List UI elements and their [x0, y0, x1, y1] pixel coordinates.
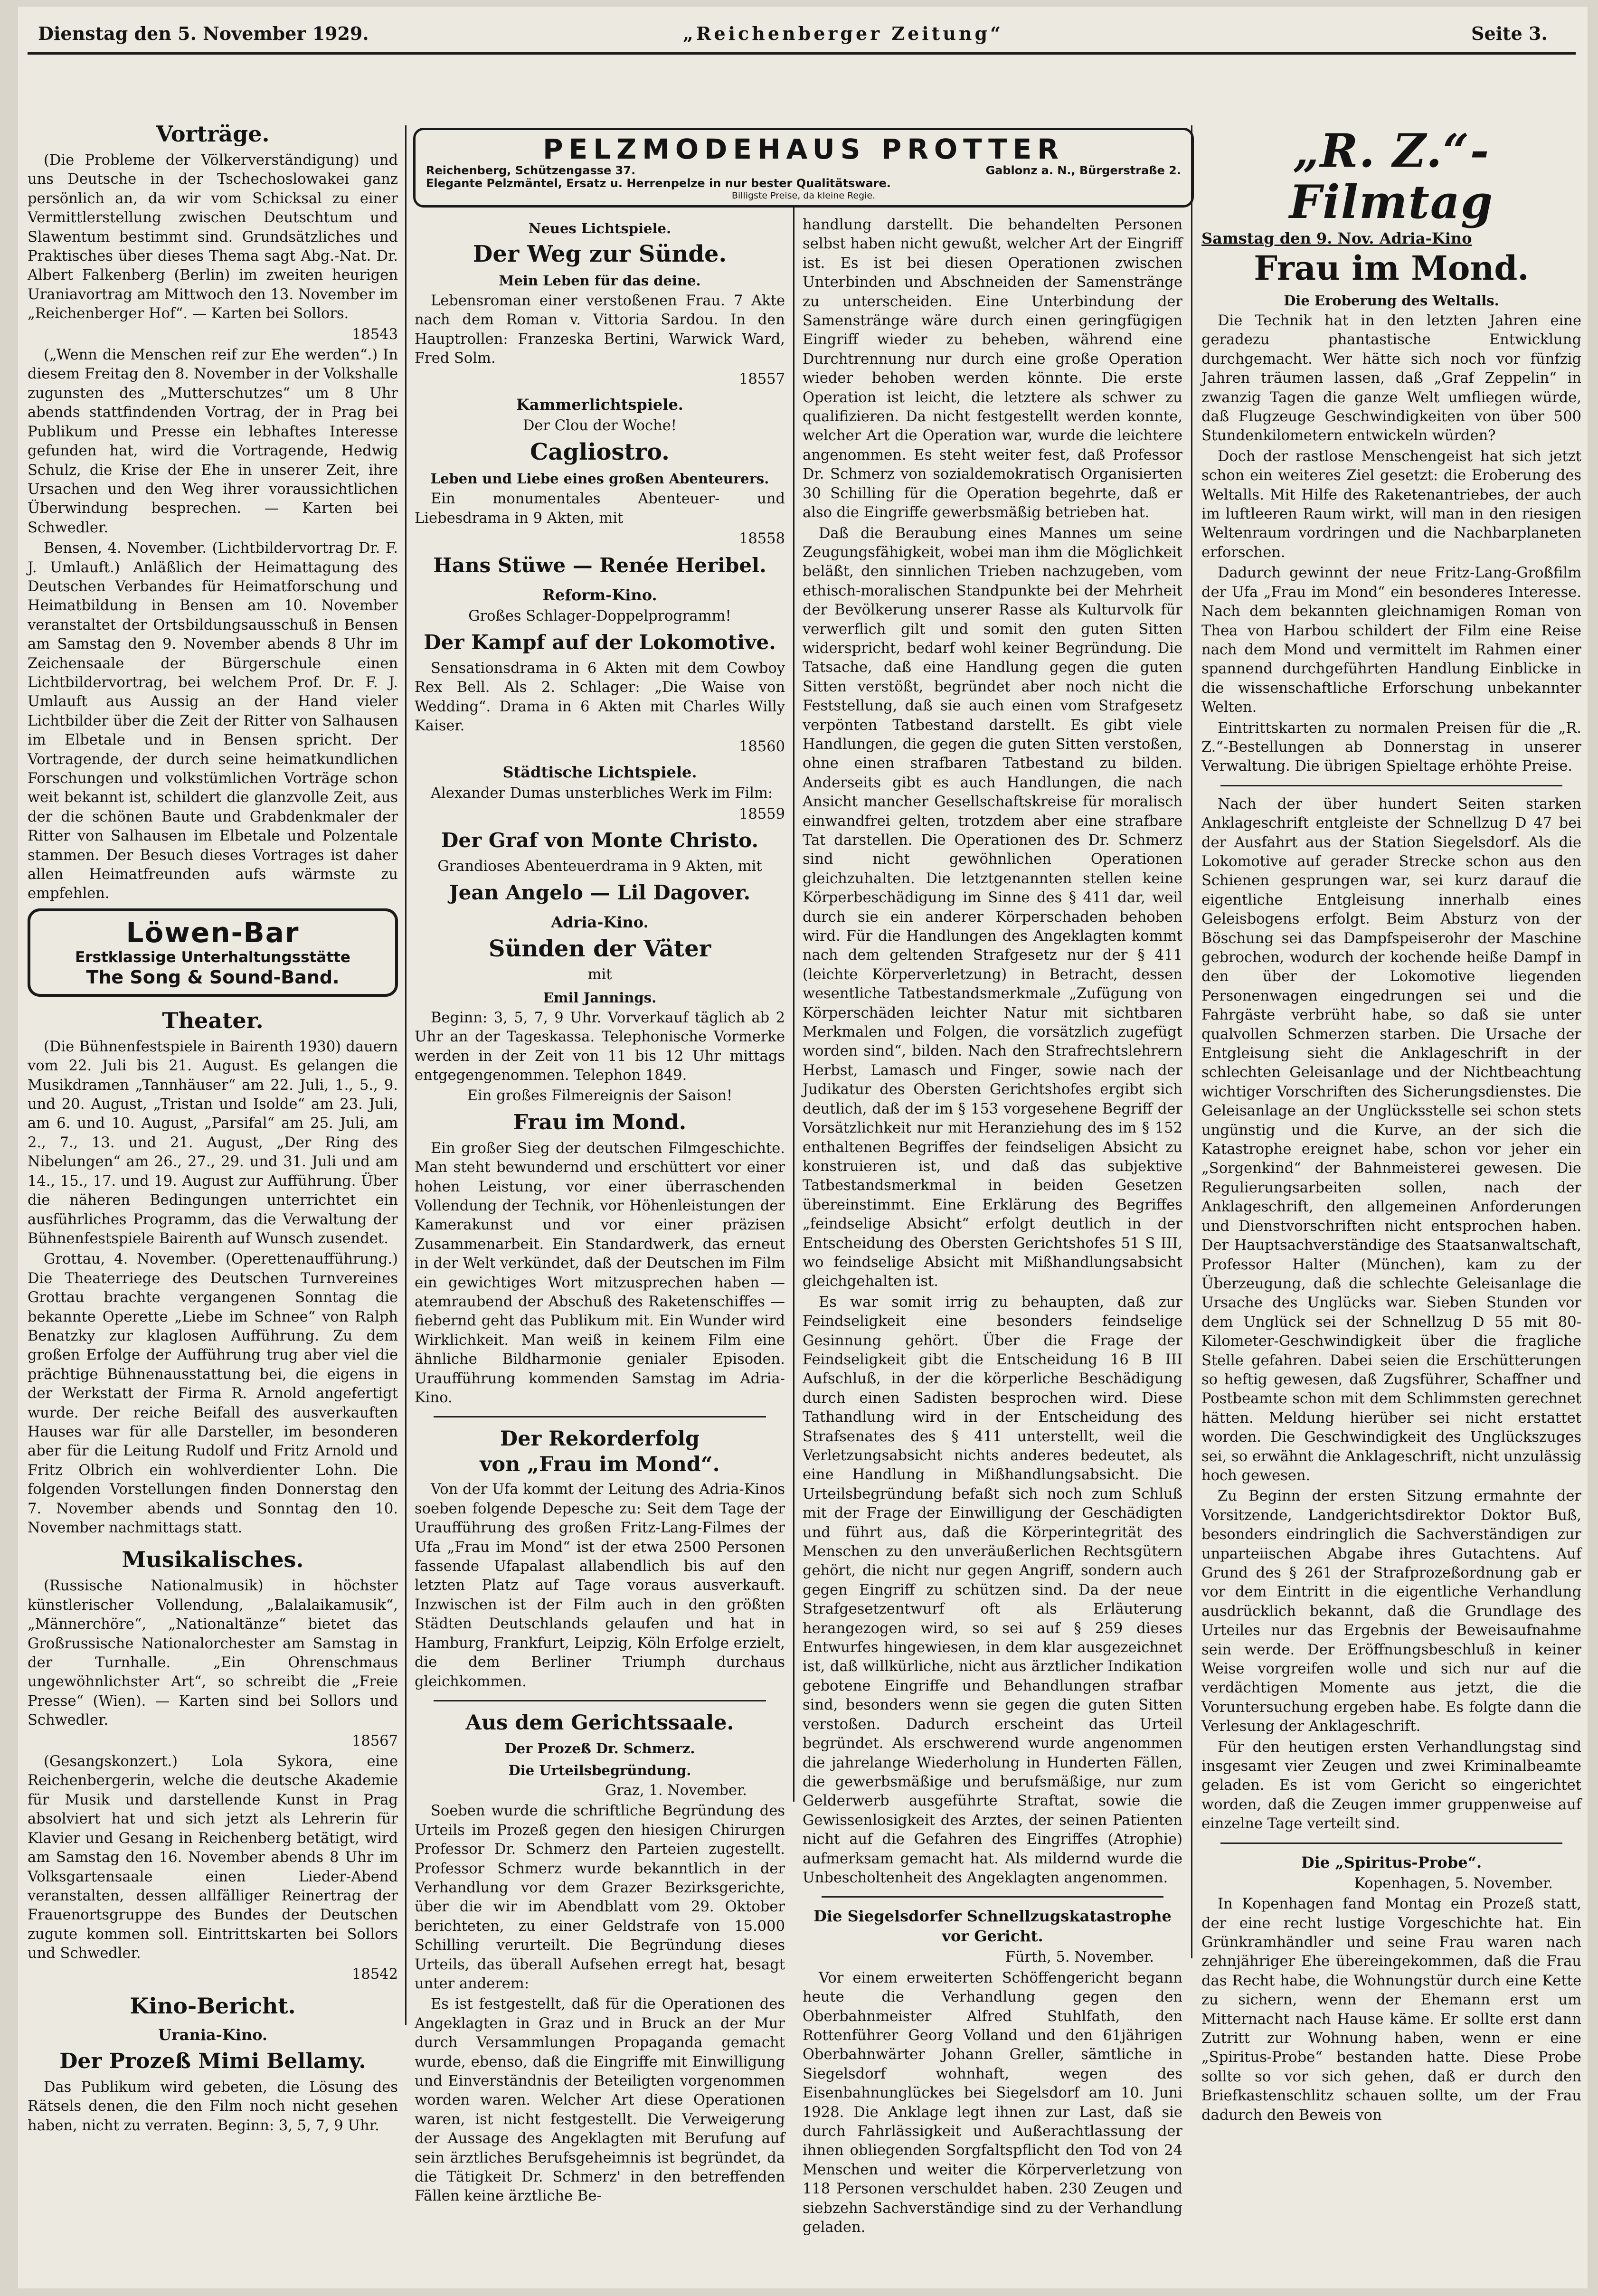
film-title: Sünden der Väter [488, 935, 711, 963]
film-title: Der Weg zur Sünde. [473, 241, 727, 267]
article-paragraph: Eintrittskarten zu normalen Preisen für die „R. Z.“-Bestellungen ab Donnerstag in unserer Verwaltung. Die übrigen Spieltage erhöhte Preise. [1201, 719, 1581, 775]
article-paragraph: Es war somit irrig zu behaupten, daß zur Feindseligkeit eine besonders feindselige Gesinnung gehört. Über die Frage der Feindseligkeit gibt die Entscheidung 16 B III Aufschluß, in der die körperliche Beschädigung durch einen Sadisten besprochen wird. Diese Tathandlung wird in der Entscheidung des Strafsenates des § 411 unterstellt, weil die Verletzungsabsicht nichts anderes bedeutet, als eine Handlung in Mißhandlungsabsicht. Die Urteilsbegründung befaßt sich noch zum Schluß mit der Frage der Einwilligung der Geschädigten und führt aus, daß die Körperintegrität des Menschen zu den unveräußerlichen Rechtsgütern gehört, die nicht nur gegen Angriff, sondern auch gegen Eingriff zu schützen sind. Da der neue Strafgesetzentwurf oft als Erläuterung herangezogen wird, so sei auf § 259 dieses Entwurfes hingewiesen, in dem klar ausgezeichnet ist, daß willkürliche, nicht aus ärztlicher Indikation gebotene Eingriffe und Behandlungen strafbar sind, besonders wenn sie gegen die guten Sitten verstoßen. Dadurch erscheint das Urteil begründet. Als erschwerend wurde angenommen die jahrelange Wiederholung in Hunderten Fällen, die gewerbsmäßige und berufsmäßige, nur zum Gelderwerb ausgeführte Straftat, sowie die Gewissenlosigkeit des Arztes, der seinen Patienten nicht auf die Gefahren des Eingriffes (Atrophie) aufmerksam gemacht hat. Als mildernd wurde die Unbescholtenheit des Angeklagten angenommen. [803, 1294, 1182, 1886]
article-paragraph: Dadurch gewinnt der neue Fritz-Lang-Großfilm der Ufa „Frau im Mond“ ein besonderes Interesse. Nach dem bekannten gleichnamigen Roman von Thea von Harbou schildert der Film eine Reise nach dem Mond und vermittelt im Rahmen einer spannend durchgeführten Handlung Einblicke in die wissenschaftliche Erforschung unbekannter Welten. [1201, 565, 1581, 716]
article-paragraph: Grottau, 4. November. (Operettenaufführung.) Die Theaterriege des Deutschen Turnvereines Grottau brachte vergangenen Sonntag die bekannte Operette „Liebe im Schnee“ von Ralph Benatzky zur klaglosen Aufführung. Zu dem großen Erfolge der Aufführung trug aber viel die prächtige Bühnenausstattung bei, die eigens in der Werkstatt der Firma R. Arnold angefertigt wurde. Der reiche Beifall des ausverkauften Hauses war für alle Darsteller, im besonderen aber für die Leitung Rudolf und Fritz Arnold und Fritz Olbrich ein wohlverdienter Lohn. Die folgenden Vorstellungen finden Donnerstag den 7. November abends und Sonntag den 10. November nachmittags statt. [28, 1251, 398, 1536]
article-paragraph: Es ist festgestellt, daß für die Operationen des Angeklagten in Graz und in Bruck an der Mur durch Versammlungen Propaganda gemacht wurde, ebenso, daß die Eingriffe mit Einwilligung und Einverständnis der Beteiligten vorgenommen worden waren. Welcher Art diese Operationen waren, ist nicht festgestellt. Die Verweigerung der Aussage des Angeklagten mit Berufung auf sein ärztliches Berufsgeheimnis ist begründet, da die Tätigkeit Dr. Schmerz' in den betreffenden Fällen keine ärztliche Be- [415, 1996, 785, 2205]
film-title: Cagliostro. [530, 439, 670, 466]
column-3 [803, 216, 1182, 2236]
film-tagline: Großes Schlager-Doppelprogramm! [468, 607, 731, 624]
ad-band-name: The Song & Sound-Band. [86, 966, 340, 988]
ad-number: 18542 [351, 1965, 398, 1983]
film-tagline: Der Clou der Woche! [522, 417, 677, 435]
article-paragraph: Daß die Beraubung eines Mannes um seine Zeugungsfähigkeit, wobei man ihm die Möglichkeit beläßt, den sinnlichen Trieben nachzugeben, vom ethisch-moralischen Standpunkte bei der Mehrheit der Bevölkerung unserer Rasse als Kulturvolk für verwerflich gilt und somit den guten Sitten widerspricht, bedarf wohl keiner Begründung. Die Tatsache, daß eine Handlung gegen die guten Sitten verstößt, begründet aber noch nicht die Feststellung, daß sie auch einen vom Strafgesetz verpönten Tatbestand darstellt. Es gibt viele Handlungen, die gegen die guten Sitten verstoßen, ohne einen strafbaren Tatbestand zu bilden. Anderseits gibt es auch Handlungen, die nach Ansicht mancher Gesellschaftskreise für moralisch einwandfrei gelten, trotzdem aber eine strafbare Tat darstellen. Die Operationen des Dr. Schmerz sind nicht gewöhnlichen Operationen gleichzuhalten. Die letztgenannten stellen keine Körperbeschädigung im Sinne des § 411 dar, weil durch sie ein anderer Körperschaden behoben wird. Für die Handlungen des Angeklagten kommt nach dem geltenden Strafgesetz nur der § 411 (leichte Körperverletzung) in Betracht, dessen wesentliche Tatbestandsmerkmale „Zufügung von Körperschäden leichter Natur mit sichtbaren Merkmalen und Folgen, die vorsätzlich zugefügt worden sind“, bilden. Nach den Strafrechtslehrern Herbst, Lamasch und Finger, sowie nach der Judikatur des Obersten Gerichtshofes ergibt sich deutlich, daß der im § 153 vorgesehene Begriff der Vorsätzlichkeit nur mit Heranziehung des im § 152 enthaltenen Begriffes der feindseligen Absicht zu konstruieren ist, und daß das subjektive Tatbestandsmerkmal in beiden Gesetzen übereinstimmt. Eine Erklärung des Begriffes „feindselige Absicht“ erfolgt deutlich in der Entscheidung des Obersten Gerichtshofes 51 S III, wo feindselige Absicht mit Mißhandlungsabsicht gleichgehalten ist. [803, 525, 1182, 1290]
ad-number: 18559 [738, 805, 785, 822]
newspaper-page [18, 7, 1588, 2288]
film-tagline: Grandioses Abenteuerdrama in 9 Akten, mit [437, 858, 762, 875]
article-paragraph: handlung darstellt. Die behandelten Personen selbst haben nicht gewußt, welcher Art der Eingriff ist. Es ist bei diesen Operationen zwischen Unterbinden und Abschneiden der Samenstränge zu unterscheiden. Eine Unterbindung der Samenstränge wäre durch einen geringfügigen Eingriff wieder zu beheben, während eine Durchtrennung nur durch eine große Operation wieder behoben werden könnte. Die erste Operation ist leicht, die letztere als schwer zu qualifizieren. Da nicht festgestellt werden konnte, welcher Art die Operation war, wurde die leichtere angenommen. Es steht weiter fest, daß Professor Dr. Schmerz von sozialdemokratisch Organisierten 30 Schilling für die Operation begehrte, daß er also die Eingriffe gewerbsmäßig betrieben hat. [803, 217, 1182, 521]
article-subtitle: Die Eroberung des Weltalls. [1284, 293, 1499, 309]
film-title: Der Graf von Monte Christo. [441, 828, 759, 852]
column-rule [405, 125, 407, 2025]
article-subtitle: Die Urteilsbegründung. [508, 1762, 691, 1778]
article-paragraph: (Gesangskonzert.) Lola Sykora, eine Reichenbergerin, welche die deutsche Akademie für Musik und darstellende Kunst in Prag absolviert hat und sich jetzt als Lehrerin für Klavier und Gesang in Reichenberg betätigt, wird am Samstag den 16. November abends 8 Uhr im Volksgartensaale einen Lieder-Abend veranstalten, dessen allfälliger Reinertrag der Frauenortsgruppe des Bundes der Deutschen zugute kommen soll. Eintrittskarten bei Sollors und Schwedler. [28, 1753, 398, 1962]
film-with: mit [587, 966, 612, 983]
cinema-name: Städtische Lichtspiele. [502, 763, 697, 782]
column-4 [1201, 125, 1581, 2215]
ad-number: 18567 [351, 1732, 398, 1749]
article-dateline: Fürth, 5. November. [1005, 1949, 1154, 1966]
film-title: Frau im Mond. [513, 1110, 687, 1134]
film-actors: Jean Angelo — Lil Dagover. [449, 881, 751, 905]
ad-address-left: Reichenberg, Schützengasse 37. [426, 164, 636, 177]
loewen-bar-ad [28, 908, 398, 997]
column-2 [415, 216, 785, 2210]
ad-address-row [426, 164, 1181, 177]
ad-smallprint: Billigste Preise, da kleine Regie. [731, 190, 876, 201]
film-actors: Hans Stüwe — Renée Heribel. [433, 553, 766, 577]
article-dateline: Graz, 1. November. [605, 1782, 747, 1799]
article-paragraph: („Wenn die Menschen reif zur Ehe werden“.) In diesem Freitag den 8. November in der Volkshalle zugunsten des „Mutterschutzes“ um 8 Uhr abends stattfindenden Vortrag, der in Prag bei Publikum und Presse ein lebhaftes Interesse gefunden hat, wird die Vortragende, Hedwig Schulz, die Krise der Ehe in unserer Zeit, ihre Ursachen und den Weg ihrer voraussichtlichen Überwindung besprechen. — Karten bei Schwedler. [28, 347, 398, 536]
article-paragraph: Das Publikum wird gebeten, die Lösung des Rätsels denen, die den Film noch nicht gesehen haben, nicht zu verraten. Beginn: 3, 5, 7, 9 Uhr. [28, 2079, 398, 2134]
film-description: Beginn: 3, 5, 7, 9 Uhr. Vorverkauf täglich ab 2 Uhr an der Tageskassa. Telephonische Vormerke werden in der Zeit von 11 bis 12 Uhr mittags entgegengenommen. Telephon 1849. [415, 1009, 785, 1084]
filmtag-dateline: Samstag den 9. Nov. Adria-Kino [1201, 229, 1472, 247]
film-description: Alexander Dumas unsterbliches Werk im Film: [431, 785, 773, 802]
film-title: Der Prozeß Mimi Bellamy. [59, 2049, 366, 2073]
article-subtitle: Der Prozeß Dr. Schmerz. [504, 1740, 695, 1757]
section-title-kino: Kino-Bericht. [130, 1993, 296, 2019]
filmtag-masthead: „R. Z.“-Filmtag [1289, 124, 1494, 229]
ad-tagline-row [426, 177, 1181, 190]
column-rule [1191, 125, 1192, 1958]
section-title-vortraege: Vorträge. [156, 121, 270, 147]
separator [1220, 785, 1562, 786]
article-dateline: Kopenhagen, 5. November. [1354, 1875, 1553, 1892]
ad-venue-name: Löwen-Bar [126, 916, 300, 949]
article-paragraph: Vor einem erweiterten Schöffengericht begann heute die Verhandlung gegen den Oberbahnmeister Alfred Stuhlfath, den Rottenführer Georg Volland und den 61jährigen Oberbahnwärter Johann Greller, sämtliche in Siegelsdorf wohnhaft, wegen des Eisenbahnunglückes bei Siegelsdorf am 10. Juni 1928. Die Anklage legt ihnen zur Last, daß sie durch Fahrlässigkeit und Außerachtlassung der ihnen obliegenden Sorgfaltspflicht den Tod von 24 Menschen und weiter die Körperverletzung von 118 Personen verschuldet haben. 230 Zeugen und siebzehn Sachverständige sind zu der Verhandlung geladen. [803, 1969, 1182, 2236]
header-paper-name: „Reichenberger Zeitung“ [683, 23, 1003, 44]
film-title: Frau im Mond. [1254, 248, 1529, 288]
ad-number: 18557 [738, 370, 785, 387]
column-rule [793, 206, 794, 1802]
film-tagline: Leben und Liebe eines großen Abenteurers. [430, 471, 769, 487]
ad-address-right: Gablonz a. N., Bürgerstraße 2. [985, 164, 1181, 177]
cinema-name: Urania-Kino. [158, 2025, 268, 2044]
article-paragraph: Doch der rastlose Menschengeist hat sich jetzt schon ein weiteres Ziel gesetzt: die Eroberung des Weltalls. Mit Hilfe des Raketenantriebes, der auch im luftleeren Raum wirkt, will man in den riesigen Weltenraum vordringen und die Nachbarplaneten erforschen. [1201, 448, 1581, 561]
separator [434, 1700, 766, 1701]
film-description: Lebensroman einer verstoßenen Frau. 7 Akte nach dem Roman v. Vittoria Sardou. In den Hauptrollen: Franzeska Bertini, Warwick Ward, Fred Solm. [415, 293, 785, 367]
film-tagline: Ein großes Filmereignis der Saison! [467, 1087, 733, 1105]
article-title: Der Rekorderfolg [500, 1427, 700, 1451]
article-paragraph: Bensen, 4. November. (Lichtbildervortrag Dr. F. J. Umlauft.) Anläßlich der Heimattagung des Deutschen Verbandes für Heimatforschung und Heimatbildung in Bensen am 10. November veranstaltet der Ortsbildungsausschuß in Bensen am Samstag den 9. November abends 8 Uhr im Zeichensaale der Bürgerschule einen Lichtbildervortrag, bei welchem Prof. Dr. F. J. Umlauft aus Aussig an der Hand vieler Lichtbilder über die Zeit der Ritter von Salhausen im Elbetale und in Bensen spricht. Der Vortragende, der durch seine heimatkundlichen Forschungen und volkstümlichen Vorträge schon weit bekannt ist, schildert die glanzvolle Zeit, aus der die schönen Baute und Grabdenkmaler der Ritter von Salhausen im Elbetale und Polzentale stammen. Der Besuch dieses Vortrages ist daher allen Heimatfreunden aufs wärmste zu empfehlen. [28, 540, 398, 902]
article-paragraph: (Die Bühnenfestspiele in Bairenth 1930) dauern vom 22. Juli bis 21. August. Es gelangen die Musikdramen „Tannhäuser“ am 22. Juli, 1., 5., 9. und 20. August, „Tristan und Isolde“ am 23. Juli, am 6. und 10. August, „Parsifal“ am 25. Juli, am 2., 7., 13. und 21. August, „Der Ring des Nibelungen“ am 26., 27., 29. und 31. Juli und am 14., 15., 17. und 19. August zur Aufführung. Über die näheren Bedingungen unterrichtet ein ausführliches Programm, das die Verwaltung der Bühnenfestspiele Bairenth auf Wunsch zusendet. [28, 1038, 398, 1247]
film-description: Ein großer Sieg der deutschen Filmgeschichte. Man steht bewundernd und erschüttert vor einer hohen Leistung, vor einer überraschenden Vollendung der Technik, vor Höhenleistungen der Kamerakunst und vor einer präzisen Zusammenarbeit. Ein Standardwerk, das erneut in der Welt verkündet, daß der Deutschen im Film ein gewichtiges Wort mitzusprechen haben — atemraubend der Abschuß des Raketenschiffes — fiebernd geht das Publikum mit. Ein Wunder wird Wirklichkeit. Man weiß in keinem Film eine ähnliche Bildharmonie genialer Episoden. Uraufführung kommenden Samstag im Adria-Kino. [415, 1140, 785, 1407]
cinema-name: Neues Lichtspiele. [528, 220, 671, 236]
ad-number: 18543 [351, 326, 398, 343]
cinema-name: Reform-Kino. [542, 586, 657, 604]
article-paragraph: Für den heutigen ersten Verhandlungstag sind insgesamt vier Zeugen und zwei Kriminalbeamte geladen. Es ist vom Gericht so eingerichtet worden, daß die Zeugen immer gruppenweise auf einzelne Tage verteilt sind. [1201, 1739, 1581, 1833]
pelzmodehaus-ad [413, 128, 1194, 208]
section-title-musik: Musikalisches. [122, 1547, 304, 1573]
ad-tagline: Erstklassige Unterhaltungsstätte [75, 948, 350, 966]
article-paragraph: Soeben wurde die schriftliche Begründung des Urteils im Prozeß gegen den hiesigen Chirurgen Professor Dr. Schmerz den Parteien zugestellt. Professor Schmerz wurde bekanntlich in der Verhandlung vor dem Grazer Bezirksgerichte, über die wir im Abendblatt vom 29. Oktober berichteten, zu einer Geldstrafe von 15.000 Schilling verurteilt. Die Begründung dieses Urteils, das überall Aufsehen erregt hat, besagt unter anderem: [415, 1803, 785, 1992]
article-title: Die „Spiritus-Probe“. [1301, 1853, 1482, 1871]
separator [1220, 1842, 1562, 1844]
ad-number: 18558 [738, 530, 785, 548]
article-paragraph: (Russische Nationalmusik) in höchster künstlerischer Vollendung, „Balalaikamusik“, „Männerchöre“, „Nationaltänze“ bietet das Großrussische Nationalorchester am Samstag in der Turnhalle. „Ein Ohrenschmaus ungewöhnlichster Art“, so schreibt die „Freie Presse“ (Wien). — Karten sind bei Sollors und Schwedler. [28, 1578, 398, 1729]
film-description: Ein monumentales Abenteuer- und Liebesdrama in 9 Akten, mit [415, 491, 785, 527]
column-1 [28, 121, 398, 2210]
ad-number: 18560 [738, 738, 785, 755]
film-title: Der Kampf auf der Lokomotive. [424, 631, 776, 654]
article-paragraph: Zu Beginn der ersten Sitzung ermahnte der Vorsitzende, Landgerichtsdirektor Doktor Buß, besonders eindringlich die Sachverständigen zur unparteiischen Abgabe ihres Gutachtens. Auf Grund des § 261 der Strafprozeßordnung gab er vor dem Eintritt in die eigentliche Verhandlung ausdrücklich bekannt, daß die Grundlage des Urteiles nur das Ergebnis der Beweisaufnahme sein werde. Der Eröffnungsbeschluß in keiner Weise vorgreifen wolle und sich nur auf die verdächtigen Momente aus jetzt, die die Voruntersuchung ergeben habe. Es folgte dann die Verlesung der Anklageschrift. [1201, 1488, 1581, 1735]
article-paragraph: (Die Probleme der Völkerverständigung) und uns Deutsche in der Tschechoslowakei ganz persönlich an, da wir vom Schicksal zu einer Vermittlerstellung zwischen Deutschtum und Slawentum bestimmt sind. Grundsätzliches und Praktisches über dieses Thema sagt Abg.-Nat. Dr. Albert Falkenberg (Berlin) im zweiten heurigen Uraniavortrag am Mittwoch den 13. November im „Reichenberger Hof“. — Karten bei Sollors. [28, 152, 398, 322]
film-actor: Emil Jannings. [543, 989, 657, 1006]
ad-company-name: PELZMODEHAUS PROTTER [543, 133, 1064, 165]
section-title-theater: Theater. [162, 1007, 264, 1033]
article-paragraph: Nach der über hundert Seiten starken Anklageschrift entgleiste der Schnellzug D 47 bei der Ausfahrt aus der Station Siegelsdorf. Als die Lokomotive auf gerader Strecke schon aus den Schienen gesprungen war, sei kurz darauf die eigentliche Entgleisung innerhalb eines Geleisbogens erfolgt. Beim Absturz von der Böschung sei das Dampfspeiserohr der Maschine gebrochen, wodurch der kochende heiße Dampf in den über der Lokomotive liegenden Personenwagen eingedrungen sei und die Fahrgäste verbrüht habe, so daß sie unter qualvollen Schmerzen starben. Die Ursache der Entgleisung sieht die Anklageschrift in der schlechten Geleisanlage und der Nichtbeachtung wichtiger Vorschriften des Sicherungsdienstes. Die Geleisanlage an der Unglücksstelle sei schon stets ungünstig und die Kurve, an der sich die Katastrophe ereignet habe, schon vor jeher ein „Sorgenkind“ der Bahnmeisterei gewesen. Die Regulierungsarbeiten sollen, nach der Anklageschrift, den allgemeinen Anforderungen und Dienstvorschriften nicht entsprochen haben. Der Hauptsachverständige des Staatsanwaltschaft, Professor Halter (München), kam zu der Überzeugung, daß die schlechte Geleisanlage die Ursache des Unglücks war. Sieben Stunden vor dem Unglück sei der Schnellzug D 55 mit 80-Kilometer-Geschwindigkeit über die fragliche Stelle gefahren. Dabei seien die Erschütterungen so heftig gewesen, daß Zugsführer, Schaffner und Postbeamte schon mit dem Schlimmsten gerechnet hätten. Meldung hierüber sei nicht erstattet worden. Die Geschwindigkeit des Unglückszuges sei, so erwähnt die Anklageschrift, nicht unzulässig hoch gewesen. [1201, 795, 1581, 1484]
article-title-line2: von „Frau im Mond“. [480, 1453, 720, 1477]
header-rule [28, 52, 1576, 55]
cinema-name: Kammerlichtspiele. [516, 396, 683, 414]
separator [822, 1896, 1163, 1898]
separator [434, 1416, 766, 1417]
film-tagline: Mein Leben für das deine. [499, 273, 701, 289]
article-paragraph: In Kopenhagen fand Montag ein Prozeß statt, der eine recht lustige Vorgeschichte hat. Ein Grünkramhändler und seine Frau waren nach zehnjähriger Ehe übereingekommen, daß die Frau das Recht habe, die Wohnungstür durch eine Kette zu sichern, wenn der Ehemann erst um Mitternacht nach Hause käme. Er sollte erst dann Zutritt zur Wohnung haben, wenn er eine „Spiritus-Probe“ bestanden hatte. Diese Probe sollte so vor sich gehen, daß er durch den Briefkastenschlitz schauen sollte, um der Frau dadurch den Beweis von [1201, 1896, 1581, 2124]
cinema-name: Adria-Kino. [551, 913, 649, 932]
film-description: Sensationsdrama in 6 Akten mit dem Cowboy Rex Bell. Als 2. Schlager: „Die Waise von Wedding“. Drama in 6 Akten mit Charles Willy Kaiser. [415, 660, 785, 735]
article-title: Die Siegelsdorfer Schnellzugskatastrophe vor Gericht. [813, 1907, 1172, 1946]
article-paragraph: Von der Ufa kommt der Leitung des Adria-Kinos soeben folgende Depesche zu: Seit dem Tage der Uraufführung des großen Fritz-Lang-Filmes der Ufa „Frau im Mond“ ist der etwa 2500 Personen fassende Ufapalast allabendlich bis auf den letzten Platz auf Tage voraus ausverkauft. Inzwischen ist der Film auch in den größten Städten Deutschlands gelaufen und hat in Hamburg, Frankfurt, Leipzig, Köln Erfolge erzielt, die dem Berliner Triumph durchaus gleichkommen. [415, 1481, 785, 1690]
header-page-number: Seite 3. [1471, 23, 1548, 44]
section-title-gericht: Aus dem Gerichtssaale. [465, 1710, 734, 1735]
ad-tagline: Elegante Pelzmäntel, Ersatz u. Herrenpelze in nur bester Qualitätsware. [426, 177, 891, 190]
header-date: Dienstag den 5. November 1929. [38, 23, 369, 44]
article-paragraph: Die Technik hat in den letzten Jahren eine geradezu phantastische Entwicklung durchgemacht. Wer hätte sich noch vor fünfzig Jahren träumen lassen, daß „Graf Zeppelin“ in zwanzig Tagen die ganze Welt umfliegen würde, daß Flugzeuge Geschwindigkeiten von über 500 Stundenkilometern entwickeln würden? [1201, 312, 1581, 444]
